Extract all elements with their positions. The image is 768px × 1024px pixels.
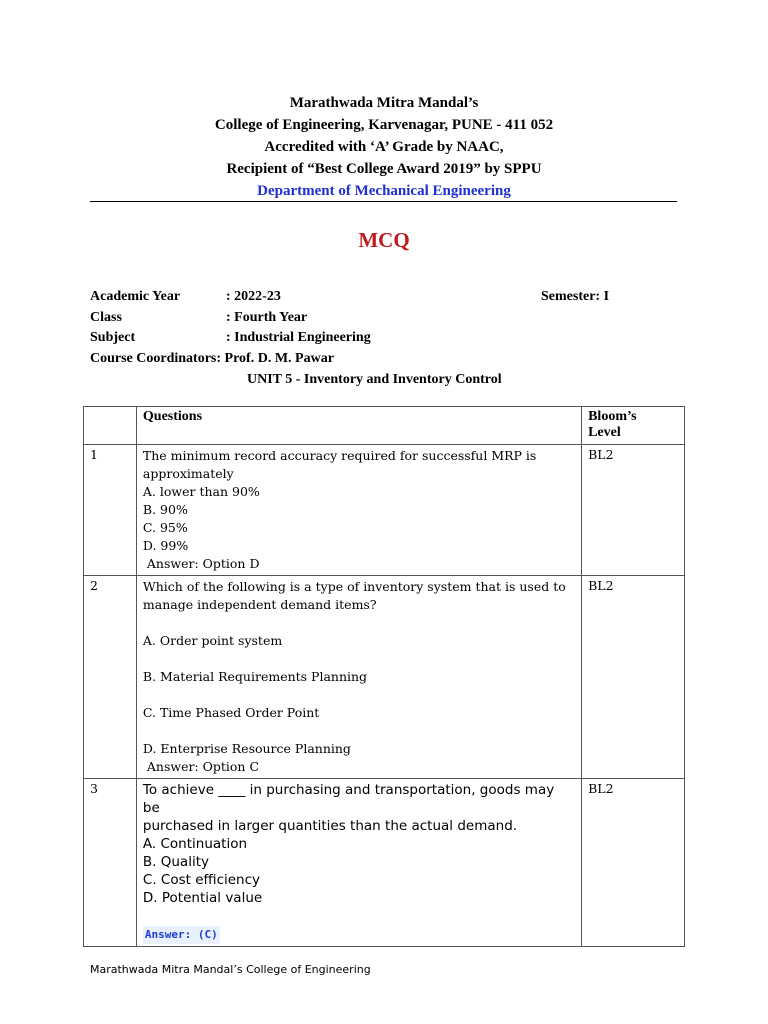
subject-value: : Industrial Engineering	[226, 330, 371, 345]
option-d: D. Potential value	[142, 890, 263, 906]
blooms-level: BL2	[582, 779, 685, 947]
question-text-line: manage independent demand items?	[142, 597, 377, 612]
blooms-level: BL2	[582, 445, 685, 576]
semester: Semester: I	[541, 289, 610, 304]
question-cell	[136, 576, 581, 779]
option-c: C. Time Phased Order Point	[142, 705, 320, 720]
mcq-table	[83, 406, 685, 947]
question-text-line: Which of the following is a type of inventory system that is used to	[142, 579, 566, 594]
question-text-line: To achieve ____ in purchasing and transportation, goods may be	[142, 782, 555, 816]
table-header-row	[84, 407, 685, 445]
question-number: 1	[84, 445, 137, 576]
header-line-4: Recipient of “Best College Award 2019” by SPPU	[226, 161, 542, 177]
option-d: D. Enterprise Resource Planning	[142, 741, 351, 756]
option-a: A. Order point system	[142, 633, 283, 648]
number-header	[84, 407, 137, 445]
option-b: B. Quality	[142, 854, 209, 870]
class-value: : Fourth Year	[226, 310, 308, 325]
option-a: A. Continuation	[142, 836, 248, 852]
academic-year-value: : 2022-23	[226, 289, 281, 304]
course-coordinators: Course Coordinators: Prof. D. M. Pawar	[90, 351, 334, 366]
header-line-3: Accredited with ‘A’ Grade by NAAC,	[264, 139, 504, 155]
page-title: MCQ	[358, 228, 410, 252]
subject-label: Subject	[90, 330, 136, 345]
answer-text: Answer: Option D	[142, 556, 260, 571]
question-text-line: purchased in larger quantities than the actual demand.	[142, 818, 518, 834]
unit-title: UNIT 5 - Inventory and Inventory Control	[247, 372, 502, 387]
question-text-line: The minimum record accuracy required for successful MRP is	[142, 448, 537, 463]
table-row	[84, 445, 685, 576]
option-b: B. 90%	[142, 502, 188, 517]
blooms-header-line-1: Bloom’s	[588, 409, 637, 424]
question-cell	[136, 445, 581, 576]
college-header	[0, 92, 768, 202]
question-number: 3	[84, 779, 137, 947]
questions-header: Questions	[136, 407, 581, 445]
answer-text: Answer: Option C	[142, 759, 260, 774]
header-divider	[90, 201, 677, 202]
question-cell	[136, 779, 581, 947]
blooms-header-line-2: Level	[588, 425, 621, 440]
academic-year-label: Academic Year	[90, 289, 181, 304]
question-number: 2	[84, 576, 137, 779]
option-c: C. Cost efficiency	[142, 872, 261, 888]
header-line-1: Marathwada Mitra Mandal’s	[289, 95, 479, 111]
option-b: B. Material Requirements Planning	[142, 669, 368, 684]
question-text-line: approximately	[142, 466, 234, 481]
page-footer: Marathwada Mitra Mandal’s College of Engineering	[90, 963, 371, 976]
option-d: D. 99%	[142, 538, 189, 553]
class-label: Class	[90, 310, 122, 325]
table-row	[84, 576, 685, 779]
department-name: Department of Mechanical Engineering	[257, 183, 511, 199]
answer-highlight: Answer: (C)	[143, 926, 220, 944]
option-c: C. 95%	[142, 520, 188, 535]
blooms-level-header	[582, 407, 685, 445]
option-a: A. lower than 90%	[142, 484, 260, 499]
table-row	[84, 779, 685, 947]
blooms-level: BL2	[582, 576, 685, 779]
header-line-2: College of Engineering, Karvenagar, PUNE - 411 052	[214, 117, 554, 133]
